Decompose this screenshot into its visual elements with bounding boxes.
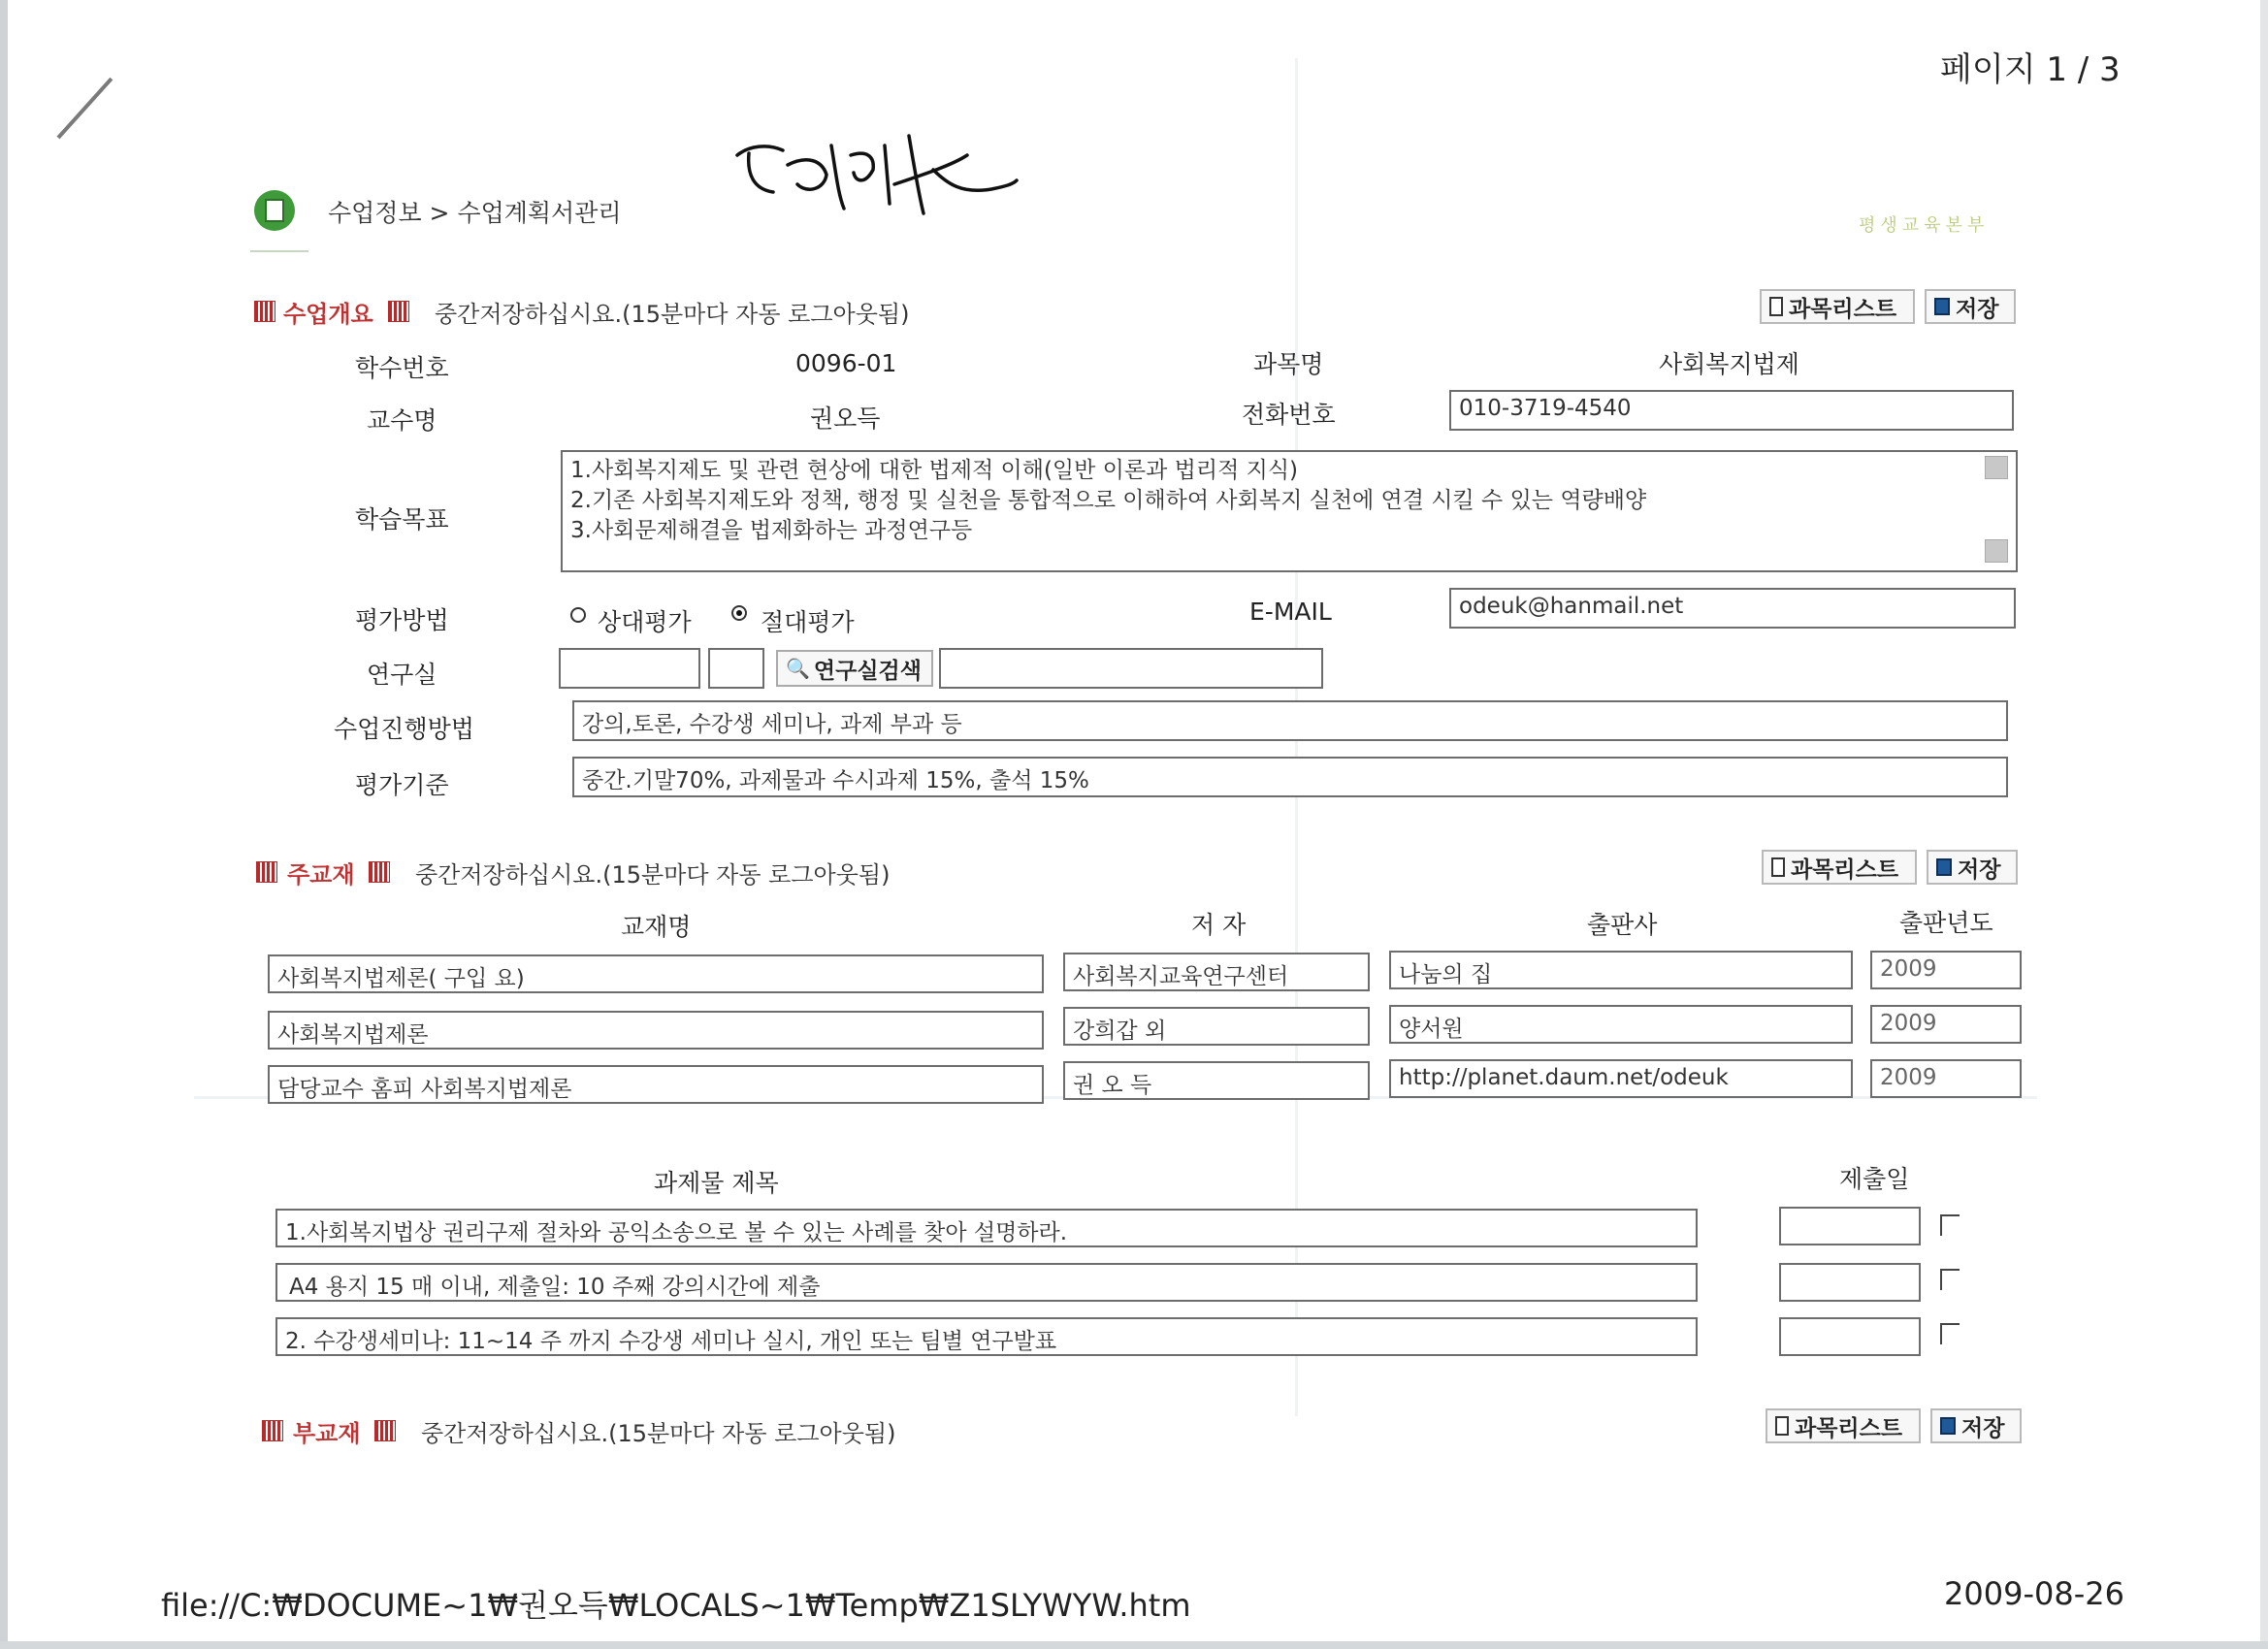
file-path: file://C:₩DOCUME~1₩권오득₩LOCALS~1₩Temp₩Z1SLYWYW.htm	[161, 1587, 1191, 1624]
button-label: 저장	[1956, 296, 1999, 322]
section-marker-icon	[262, 1420, 283, 1441]
section-title-overview: 수업개요	[283, 301, 373, 328]
save-note: 중간저장하십시요.(15분마다 자동 로그아웃됨)	[435, 301, 910, 328]
textbook-title-field[interactable]: 사회복지법제론	[268, 1011, 1044, 1050]
column-header-year: 출판년도	[1899, 909, 1993, 937]
assignment-title-field[interactable]: 2. 수강생세미나: 11~14 주 까지 수강생 세미나 실시, 개인 또는 팀별 연구발표	[275, 1317, 1698, 1356]
assignment-checkbox[interactable]	[1940, 1269, 1960, 1290]
document-icon	[1769, 297, 1783, 316]
course-no-label: 학수번호	[355, 354, 449, 382]
handwritten-signature	[729, 116, 1021, 223]
section-marker-icon	[254, 301, 275, 322]
textbook-year-field[interactable]: 2009	[1870, 1005, 2022, 1044]
lab-label: 연구실	[367, 661, 437, 689]
print-date: 2009-08-26	[1944, 1575, 2124, 1612]
divider	[250, 250, 308, 252]
save-icon	[1940, 1417, 1956, 1435]
goals-textarea[interactable]	[561, 450, 2018, 572]
textbook-publisher-field[interactable]: http://planet.daum.net/odeuk	[1389, 1059, 1853, 1098]
button-label: 과목리스트	[1789, 296, 1897, 322]
scroll-down-icon[interactable]	[1985, 539, 2008, 563]
save-icon	[1934, 298, 1950, 315]
goal-line: 3.사회문제해결을 법제화하는 과정연구등	[570, 518, 973, 543]
textbook-author-field[interactable]: 권 오 득	[1063, 1061, 1370, 1100]
scroll-up-icon[interactable]	[1985, 456, 2008, 479]
save-icon	[1936, 858, 1952, 876]
radio-relative-label: 상대평가	[598, 608, 692, 636]
assignment-checkbox[interactable]	[1940, 1323, 1960, 1344]
eval-method-label: 평가방법	[355, 606, 449, 634]
textbook-title-field[interactable]: 담당교수 홈피 사회복지법제론	[268, 1065, 1044, 1104]
button-label: 저장	[1958, 857, 2001, 883]
assignment-date-field[interactable]	[1779, 1263, 1921, 1302]
subject-list-button[interactable]	[1760, 289, 1915, 324]
assignment-title-field[interactable]: A4 용지 15 매 이내, 제출일: 10 주째 강의시간에 제출	[275, 1263, 1698, 1302]
lab-room-field[interactable]	[708, 648, 764, 689]
breadcrumb: 수업정보 > 수업계획서관리	[328, 199, 622, 227]
assignment-title-header: 과제물 제목	[654, 1169, 779, 1197]
document-icon	[1775, 1416, 1789, 1436]
scan-edge	[2260, 0, 2268, 1649]
page-indicator: 페이지 1 / 3	[1940, 50, 2121, 89]
assignment-checkbox[interactable]	[1940, 1214, 1960, 1236]
textbook-year-field[interactable]: 2009	[1870, 951, 2022, 989]
save-note: 중간저장하십시요.(15분마다 자동 로그아웃됨)	[415, 861, 891, 889]
professor-value: 권오득	[810, 404, 881, 433]
button-label: 연구실검색	[813, 658, 922, 684]
textbook-publisher-field[interactable]: 양서원	[1389, 1005, 1853, 1044]
phone-label: 전화번호	[1242, 401, 1336, 429]
textbook-title-field[interactable]: 사회복지법제론( 구입 요)	[268, 954, 1044, 993]
column-header-publisher: 출판사	[1587, 911, 1658, 939]
section-title-main-textbook: 주교재	[287, 861, 355, 889]
scan-edge	[0, 0, 8, 1649]
section-marker-icon	[369, 861, 390, 883]
document-icon	[265, 199, 284, 222]
document-icon	[1771, 857, 1785, 877]
assignment-date-field[interactable]	[1779, 1207, 1921, 1245]
save-button[interactable]	[1930, 1408, 2022, 1443]
column-header-author: 저 자	[1191, 911, 1247, 939]
radio-absolute-label: 절대평가	[761, 608, 855, 636]
scan-edge	[0, 1641, 2268, 1649]
textbook-author-field[interactable]: 사회복지교육연구센터	[1063, 953, 1370, 991]
button-label: 과목리스트	[1795, 1415, 1903, 1441]
assignment-date-field[interactable]	[1779, 1317, 1921, 1356]
phone-field[interactable]: 010-3719-4540	[1449, 390, 2014, 431]
subject-label: 과목명	[1253, 350, 1324, 378]
textbook-year-field[interactable]: 2009	[1870, 1059, 2022, 1098]
radio-absolute[interactable]	[731, 605, 747, 621]
section-marker-icon	[256, 861, 277, 883]
staple-mark	[57, 78, 113, 140]
section-marker-icon	[388, 301, 409, 322]
lab-search-button[interactable]	[776, 650, 933, 687]
goals-label: 학습목표	[355, 505, 449, 534]
radio-relative[interactable]	[570, 607, 586, 623]
section-title-sub-textbook: 부교재	[293, 1420, 361, 1447]
method-label: 수업진행방법	[334, 715, 474, 743]
subject-list-button[interactable]	[1766, 1408, 1921, 1443]
course-no-value: 0096-01	[795, 349, 897, 377]
button-label: 저장	[1961, 1415, 2005, 1441]
criteria-field[interactable]: 중간.기말70%, 과제물과 수시과제 15%, 출석 15%	[572, 757, 2008, 797]
subject-value: 사회복지법제	[1659, 350, 1799, 378]
professor-label: 교수명	[367, 406, 437, 435]
goal-line: 1.사회복지제도 및 관련 현상에 대한 법제적 이해(일반 이론과 법리적 지식)	[570, 458, 1299, 483]
textbook-author-field[interactable]: 강희갑 외	[1063, 1007, 1370, 1046]
search-icon: 🔍	[786, 657, 810, 680]
criteria-label: 평가기준	[355, 771, 449, 799]
assignment-date-header: 제출일	[1839, 1165, 1910, 1193]
assignment-title-field[interactable]: 1.사회복지법상 권리구제 절차와 공익소송으로 볼 수 있는 사례를 찾아 설명하라.	[275, 1209, 1698, 1247]
goal-line: 2.기존 사회복지제도와 정책, 행정 및 실천을 통합적으로 이해하여 사회복지 실천에 연결 시킬 수 있는 역량배양	[570, 488, 1647, 513]
column-header-title: 교재명	[621, 913, 692, 941]
save-button[interactable]	[1925, 289, 2016, 324]
save-note: 중간저장하십시요.(15분마다 자동 로그아웃됨)	[421, 1420, 896, 1447]
lab-building-field[interactable]	[559, 648, 700, 689]
textbook-publisher-field[interactable]: 나눔의 집	[1389, 951, 1853, 989]
brand-label: 평생교육본부	[1859, 215, 1990, 236]
email-field[interactable]: odeuk@hanmail.net	[1449, 588, 2016, 629]
method-field[interactable]: 강의,토론, 수강생 세미나, 과제 부과 등	[572, 700, 2008, 741]
subject-list-button[interactable]	[1762, 850, 1917, 885]
lab-name-field[interactable]	[939, 648, 1323, 689]
email-label: E-MAIL	[1249, 598, 1332, 626]
save-button[interactable]	[1927, 850, 2018, 885]
button-label: 과목리스트	[1791, 857, 1899, 883]
section-marker-icon	[374, 1420, 396, 1441]
